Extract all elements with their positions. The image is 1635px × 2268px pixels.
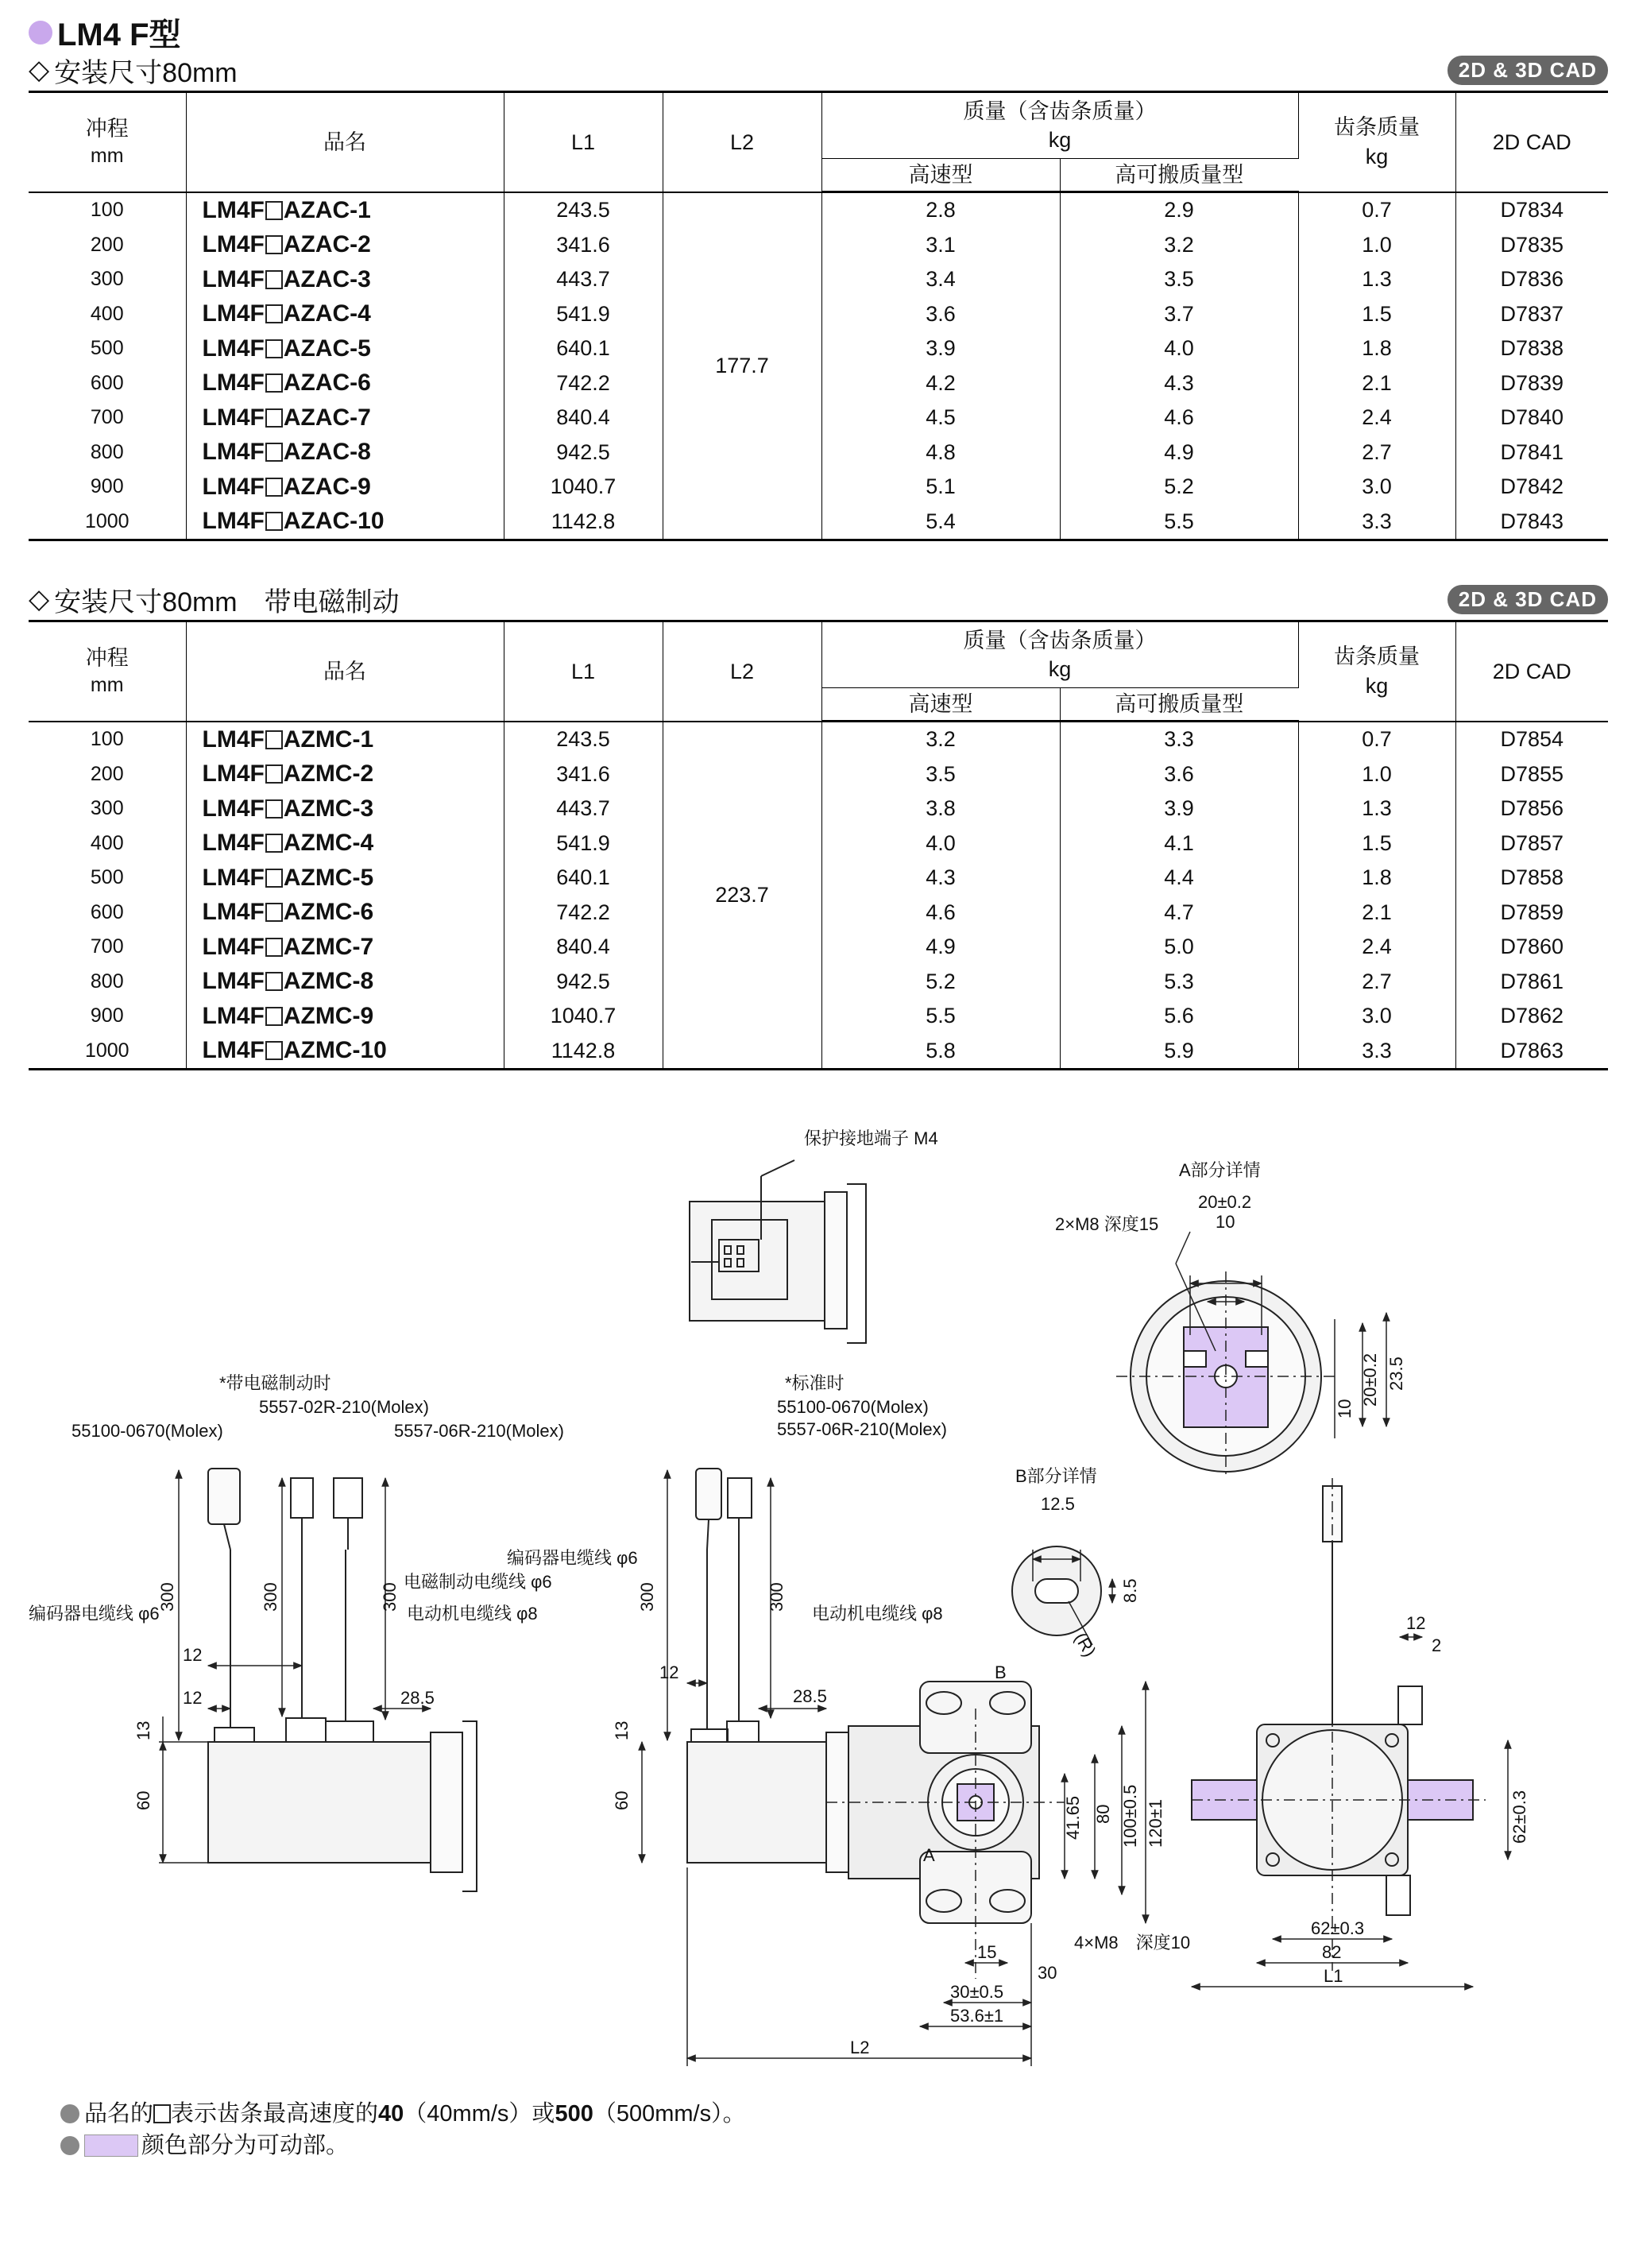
cell-l1: 243.5: [504, 192, 663, 228]
cell-high-speed-mass: 4.5: [821, 401, 1060, 435]
cell-stroke: 900: [29, 999, 186, 1034]
cell-rack-mass: 3.0: [1298, 999, 1455, 1034]
cell-part-name: LM4F AZAC-1: [186, 192, 504, 228]
label-encoder-cable-left: 编码器电缆线 φ6: [29, 1604, 160, 1624]
cell-high-speed-mass: 3.4: [821, 262, 1060, 297]
placeholder-square-icon: [265, 478, 283, 497]
label-m8-depth15: 2×M8 深度15: [1055, 1214, 1159, 1234]
cell-stroke: 1000: [29, 1034, 186, 1070]
placeholder-square-icon: [265, 764, 283, 784]
cell-part-name: LM4F AZAC-9: [186, 470, 504, 505]
placeholder-square-icon: [265, 339, 283, 358]
cell-rack-mass: 1.5: [1298, 826, 1455, 861]
dim-41-65: 41.65: [1063, 1795, 1083, 1840]
table1-section: [29, 49, 1608, 541]
dim-12-a: 12: [183, 1645, 203, 1665]
cell-high-payload-mass: 5.3: [1060, 965, 1298, 1000]
dim-l1: L1: [1324, 1966, 1343, 1986]
placeholder-square-icon: [265, 972, 283, 991]
cell-l1: 942.5: [504, 965, 663, 1000]
label-brake-note: *带电磁制动时: [219, 1373, 331, 1393]
cell-stroke: 500: [29, 331, 186, 366]
dim-l2: L2: [850, 2038, 870, 2057]
cell-l2: 223.7: [663, 722, 821, 1070]
dim-60-mid: 60: [612, 1790, 632, 1810]
label-detail-b: B部分详情: [1015, 1466, 1097, 1486]
cell-high-speed-mass: 3.2: [821, 722, 1060, 757]
cell-cad: D7840: [1500, 405, 1564, 430]
label-std-note: *标准时: [785, 1373, 845, 1393]
col-stroke: 冲程 mm: [29, 92, 186, 192]
table2-section: [29, 579, 1608, 1070]
cell-l1: 742.2: [504, 366, 663, 401]
detail-b-view: [1012, 1546, 1112, 1645]
col-cad: 2D CAD: [1455, 92, 1608, 192]
cell-rack-mass: 1.3: [1298, 791, 1455, 826]
cell-cad: D7837: [1500, 301, 1564, 326]
cell-rack-mass: 2.4: [1298, 401, 1455, 435]
dim-23-5: 23.5: [1386, 1357, 1406, 1391]
label-m8-depth10: 4×M8 深度10: [1074, 1933, 1191, 1953]
cell-high-payload-mass: 2.9: [1060, 192, 1298, 228]
cell-rack-mass: 0.7: [1298, 192, 1455, 228]
table-row: [29, 192, 1608, 228]
cell-rack-mass: 0.7: [1298, 722, 1455, 757]
cell-l1: 541.9: [504, 826, 663, 861]
end-view: [1192, 1478, 1508, 1987]
placeholder-square-icon: [265, 270, 283, 289]
table-row: [29, 722, 1608, 757]
cell-stroke: 100: [29, 192, 186, 228]
dim-20-02-a: 20±0.2: [1198, 1192, 1252, 1212]
detail-a-view: [1116, 1232, 1386, 1478]
cell-rack-mass: 2.1: [1298, 896, 1455, 931]
cell-stroke: 200: [29, 757, 186, 792]
placeholder-square-icon: [265, 304, 283, 323]
cell-high-speed-mass: 5.1: [821, 470, 1060, 505]
dim-28-5-mid: 28.5: [793, 1686, 827, 1706]
dim-12-5: 12.5: [1041, 1494, 1075, 1514]
dim-62-03-vertical: 62±0.3: [1509, 1790, 1529, 1844]
cell-rack-mass: 1.0: [1298, 757, 1455, 792]
cell-l1: 640.1: [504, 331, 663, 366]
title-text: LM4 F型: [57, 17, 181, 52]
cell-l2: 177.7: [663, 192, 821, 540]
label-encoder-cable-mid: 编码器电缆线 φ6: [507, 1548, 638, 1568]
dim-13-left: 13: [133, 1720, 153, 1740]
col-high-payload: 高可搬质量型: [1060, 159, 1298, 192]
placeholder-square-icon: [265, 730, 283, 749]
col-mass: 质量（含齿条质量） kg: [821, 621, 1298, 688]
col-part-name: 品名: [186, 92, 504, 192]
cell-cad: D7855: [1500, 761, 1564, 786]
cell-high-payload-mass: 3.3: [1060, 722, 1298, 757]
dim-62-03-horizontal: 62±0.3: [1311, 1918, 1365, 1938]
cell-cad: D7841: [1500, 439, 1564, 464]
cell-l1: 341.6: [504, 757, 663, 792]
col-rack-mass: 齿条质量 kg: [1298, 92, 1455, 192]
cell-high-payload-mass: 5.6: [1060, 999, 1298, 1034]
dim-10-a: 10: [1216, 1212, 1235, 1232]
cell-cad: D7842: [1500, 474, 1564, 499]
cell-high-payload-mass: 5.9: [1060, 1034, 1298, 1070]
cell-l1: 1142.8: [504, 1034, 663, 1070]
cell-l1: 840.4: [504, 401, 663, 435]
placeholder-square-icon: [265, 1041, 283, 1060]
cell-high-speed-mass: 3.6: [821, 297, 1060, 332]
cell-part-name: LM4F AZMC-4: [186, 826, 504, 861]
cell-cad: D7835: [1500, 232, 1564, 257]
col-l1: L1: [504, 92, 663, 192]
placeholder-square-icon: [265, 408, 283, 428]
placeholder-square-icon: [265, 201, 283, 220]
label-conn-06r-left: 5557-06R-210(Molex): [394, 1421, 564, 1441]
cell-high-payload-mass: 4.4: [1060, 861, 1298, 896]
cell-l1: 742.2: [504, 896, 663, 931]
cell-rack-mass: 1.8: [1298, 331, 1455, 366]
page-title: [29, 10, 181, 55]
placeholder-square-icon: [265, 799, 283, 819]
cell-part-name: LM4F AZAC-7: [186, 401, 504, 435]
cell-cad: D7836: [1500, 267, 1564, 292]
cell-part-name: LM4F AZAC-2: [186, 228, 504, 263]
cell-high-speed-mass: 3.8: [821, 791, 1060, 826]
dim-82: 82: [1322, 1942, 1342, 1962]
top-view-motor: [690, 1160, 866, 1343]
cell-stroke: 400: [29, 297, 186, 332]
cell-rack-mass: 3.0: [1298, 470, 1455, 505]
cell-cad: D7863: [1455, 1034, 1608, 1070]
movable-color-swatch: [84, 2134, 138, 2157]
placeholder-square-icon: [265, 235, 283, 254]
table2-title: 安装尺寸80mm 带电磁制动: [54, 586, 400, 617]
cell-high-payload-mass: 5.2: [1060, 470, 1298, 505]
cell-high-speed-mass: 3.1: [821, 228, 1060, 263]
cell-stroke: 300: [29, 791, 186, 826]
note-2: 颜色部分为可动部。: [60, 2130, 746, 2162]
cell-high-payload-mass: 3.2: [1060, 228, 1298, 263]
cell-part-name: LM4F AZAC-10: [186, 505, 504, 540]
cell-cad: D7862: [1500, 1004, 1564, 1028]
dim-2: 2: [1432, 1635, 1442, 1655]
dim-300-d: 300: [637, 1582, 657, 1612]
label-motor-cable-mid: 电动机电缆线 φ8: [812, 1604, 943, 1624]
bullet-icon: [60, 2136, 79, 2155]
diamond-icon: ◇: [29, 55, 50, 85]
cell-stroke: 800: [29, 965, 186, 1000]
cell-part-name: LM4F AZAC-3: [186, 262, 504, 297]
cell-l1: 942.5: [504, 435, 663, 470]
cell-cad: D7860: [1500, 935, 1564, 959]
label-ground-terminal: 保护接地端子 M4: [804, 1128, 938, 1148]
cell-rack-mass: 1.8: [1298, 861, 1455, 896]
cell-stroke: 800: [29, 435, 186, 470]
table1-heading: [29, 51, 238, 90]
cell-cad: D7854: [1500, 727, 1564, 751]
cell-high-speed-mass: 4.0: [821, 826, 1060, 861]
cell-stroke: 200: [29, 228, 186, 263]
cell-l1: 541.9: [504, 297, 663, 332]
dim-80: 80: [1093, 1804, 1113, 1824]
cell-stroke: 100: [29, 722, 186, 757]
placeholder-square-icon: [265, 869, 283, 888]
cell-l1: 243.5: [504, 722, 663, 757]
col-high-speed: 高速型: [821, 159, 1060, 192]
cell-part-name: LM4F AZMC-1: [186, 722, 504, 757]
label-brake-cable: 电磁制动电缆线 φ6: [404, 1572, 552, 1592]
cell-high-payload-mass: 5.0: [1060, 930, 1298, 965]
cell-part-name: LM4F AZAC-6: [186, 366, 504, 401]
col-stroke: 冲程 mm: [29, 621, 186, 722]
cad-badge[interactable]: 2D & 3D CAD: [1448, 585, 1608, 614]
cell-high-speed-mass: 3.5: [821, 757, 1060, 792]
placeholder-square-icon: [265, 903, 283, 922]
label-conn-06r-mid: 5557-06R-210(Molex): [777, 1419, 947, 1439]
cell-high-payload-mass: 3.5: [1060, 262, 1298, 297]
col-mass: 质量（含齿条质量） kg: [821, 92, 1298, 159]
dim-10-vertical: 10: [1335, 1399, 1355, 1418]
dim-30: 30: [1038, 1963, 1057, 1983]
diamond-icon: ◇: [29, 584, 50, 614]
col-rack-mass: 齿条质量 kg: [1298, 621, 1455, 722]
cell-cad: D7857: [1500, 830, 1564, 855]
table2-heading: [29, 580, 400, 619]
dim-53-6: 53.6±1: [950, 2006, 1004, 2026]
cell-high-speed-mass: 4.6: [821, 896, 1060, 931]
cell-l1: 443.7: [504, 262, 663, 297]
title-bullet-icon: [29, 21, 52, 45]
cell-l1: 640.1: [504, 861, 663, 896]
label-motor-cable-left: 电动机电缆线 φ8: [407, 1604, 538, 1624]
dim-15: 15: [977, 1942, 997, 1962]
cell-high-payload-mass: 4.1: [1060, 826, 1298, 861]
cell-high-payload-mass: 5.5: [1060, 505, 1298, 540]
dim-12-c: 12: [659, 1662, 679, 1682]
cell-high-payload-mass: 4.6: [1060, 401, 1298, 435]
label-b: B: [995, 1662, 1007, 1682]
col-cad: 2D CAD: [1455, 621, 1608, 722]
placeholder-square-icon: [265, 512, 283, 531]
dim-60-left: 60: [133, 1790, 153, 1810]
cell-part-name: LM4F AZMC-9: [186, 999, 504, 1034]
label-detail-a: A部分详情: [1179, 1160, 1261, 1180]
cell-cad: D7856: [1500, 796, 1564, 821]
cell-rack-mass: 1.5: [1298, 297, 1455, 332]
placeholder-square-icon: [153, 2104, 171, 2123]
table1-title: 安装尺寸80mm: [54, 57, 238, 88]
bullet-icon: [60, 2104, 79, 2123]
dim-12-d: 12: [1406, 1613, 1426, 1633]
col-l1: L1: [504, 621, 663, 722]
dim-300-e: 300: [767, 1582, 787, 1612]
cell-l1: 1040.7: [504, 999, 663, 1034]
cell-part-name: LM4F AZMC-8: [186, 965, 504, 1000]
cell-rack-mass: 2.7: [1298, 965, 1455, 1000]
cell-l1: 1040.7: [504, 470, 663, 505]
cell-part-name: LM4F AZMC-6: [186, 896, 504, 931]
dim-13-mid: 13: [612, 1720, 632, 1740]
cell-stroke: 500: [29, 861, 186, 896]
cell-high-speed-mass: 2.8: [821, 192, 1060, 228]
cell-stroke: 600: [29, 366, 186, 401]
col-part-name: 品名: [186, 621, 504, 722]
dim-300-b: 300: [261, 1582, 280, 1612]
cell-high-payload-mass: 3.9: [1060, 791, 1298, 826]
cell-part-name: LM4F AZMC-5: [186, 861, 504, 896]
label-conn-02r: 5557-02R-210(Molex): [259, 1397, 429, 1417]
footnotes: [60, 2098, 746, 2162]
cell-l1: 341.6: [504, 228, 663, 263]
cell-high-payload-mass: 3.7: [1060, 297, 1298, 332]
cell-cad: D7843: [1455, 505, 1608, 540]
cell-high-speed-mass: 4.8: [821, 435, 1060, 470]
cell-part-name: LM4F AZAC-8: [186, 435, 504, 470]
dim-28-5-left: 28.5: [400, 1688, 435, 1708]
cell-cad: D7861: [1500, 969, 1564, 993]
col-l2: L2: [663, 92, 821, 192]
cell-high-speed-mass: 5.4: [821, 505, 1060, 540]
dim-300-c: 300: [380, 1582, 400, 1612]
col-l2: L2: [663, 621, 821, 722]
cell-cad: D7858: [1500, 865, 1564, 890]
cell-high-speed-mass: 5.5: [821, 999, 1060, 1034]
cell-part-name: LM4F AZMC-2: [186, 757, 504, 792]
cell-high-speed-mass: 4.3: [821, 861, 1060, 896]
cell-rack-mass: 2.4: [1298, 930, 1455, 965]
cell-stroke: 1000: [29, 505, 186, 540]
cell-part-name: LM4F AZMC-10: [186, 1034, 504, 1070]
cell-high-speed-mass: 5.8: [821, 1034, 1060, 1070]
label-r: (R): [1070, 1629, 1100, 1660]
note-1: 品名的 表示齿条最高速度的 40 （40mm/s）或 500 （500mm/s）。: [60, 2098, 746, 2130]
placeholder-square-icon: [265, 443, 283, 462]
cad-badge[interactable]: 2D & 3D CAD: [1448, 56, 1608, 85]
cell-rack-mass: 1.0: [1298, 228, 1455, 263]
cell-high-payload-mass: 4.3: [1060, 366, 1298, 401]
cell-stroke: 700: [29, 401, 186, 435]
cell-high-speed-mass: 3.9: [821, 331, 1060, 366]
cell-high-payload-mass: 3.6: [1060, 757, 1298, 792]
placeholder-square-icon: [265, 1007, 283, 1026]
dim-300-a: 300: [157, 1582, 177, 1612]
cell-rack-mass: 3.3: [1298, 505, 1455, 540]
dim-100: 100±0.5: [1120, 1784, 1140, 1848]
label-a: A: [923, 1845, 935, 1865]
cell-high-speed-mass: 4.9: [821, 930, 1060, 965]
cell-part-name: LM4F AZAC-4: [186, 297, 504, 332]
cell-high-payload-mass: 4.7: [1060, 896, 1298, 931]
cell-cad: D7834: [1500, 198, 1564, 222]
cell-stroke: 300: [29, 262, 186, 297]
cell-l1: 1142.8: [504, 505, 663, 540]
col-high-payload: 高可搬质量型: [1060, 688, 1298, 722]
cell-stroke: 700: [29, 930, 186, 965]
cell-high-speed-mass: 4.2: [821, 366, 1060, 401]
dim-8-5: 8.5: [1120, 1578, 1140, 1603]
cell-cad: D7859: [1500, 900, 1564, 924]
dim-120: 120±1: [1146, 1798, 1165, 1848]
col-high-speed: 高速型: [821, 688, 1060, 722]
cell-part-name: LM4F AZMC-3: [186, 791, 504, 826]
cell-part-name: LM4F AZAC-5: [186, 331, 504, 366]
cell-rack-mass: 3.3: [1298, 1034, 1455, 1070]
dim-30-05: 30±0.5: [950, 1982, 1004, 2002]
cell-high-payload-mass: 4.9: [1060, 435, 1298, 470]
placeholder-square-icon: [265, 938, 283, 957]
dim-20-02-vertical: 20±0.2: [1360, 1353, 1380, 1407]
spec-table-2: [29, 620, 1608, 1070]
dimension-drawing: [0, 1105, 1635, 2098]
cell-rack-mass: 2.7: [1298, 435, 1455, 470]
cell-high-payload-mass: 4.0: [1060, 331, 1298, 366]
label-conn-55100-left: 55100-0670(Molex): [72, 1421, 223, 1441]
cell-stroke: 900: [29, 470, 186, 505]
side-view-brake: [159, 1469, 477, 1891]
placeholder-square-icon: [265, 373, 283, 393]
cell-high-speed-mass: 5.2: [821, 965, 1060, 1000]
cell-stroke: 600: [29, 896, 186, 931]
cell-cad: D7838: [1500, 336, 1564, 361]
dim-12-b: 12: [183, 1688, 203, 1708]
cell-cad: D7839: [1500, 370, 1564, 395]
label-conn-55100-mid: 55100-0670(Molex): [777, 1397, 929, 1417]
cell-rack-mass: 1.3: [1298, 262, 1455, 297]
placeholder-square-icon: [265, 834, 283, 853]
cell-part-name: LM4F AZMC-7: [186, 930, 504, 965]
cell-rack-mass: 2.1: [1298, 366, 1455, 401]
cell-l1: 840.4: [504, 930, 663, 965]
cell-stroke: 400: [29, 826, 186, 861]
cell-l1: 443.7: [504, 791, 663, 826]
spec-table-1: [29, 91, 1608, 541]
